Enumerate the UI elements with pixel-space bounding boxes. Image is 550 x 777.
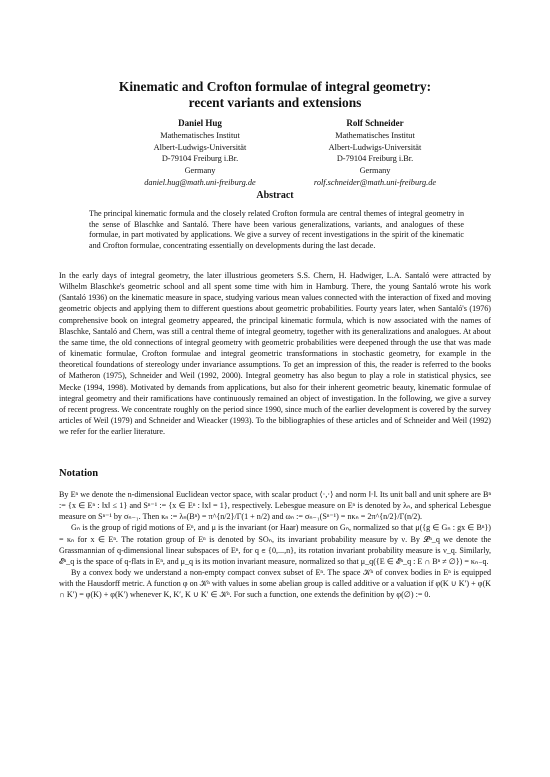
author-name: Rolf Schneider [346, 118, 404, 128]
title-line-1: Kinematic and Crofton formulae of integral geometry: [118, 79, 432, 94]
section-heading-notation: Notation [59, 468, 99, 479]
author-email: daniel.hug@math.uni-freiburg.de [144, 177, 256, 187]
author-university: Albert-Ludwigs-Universität [328, 142, 422, 152]
notation-paragraph-1: By Eⁿ we denote the n-dimensional Euclidean vector space, with scalar product ⟨·,·⟩ and norm ‖·‖. Its unit ball and unit sphere are Bⁿ := {x ∈ Eⁿ : ‖x‖ ≤ 1} and Sⁿ⁻¹ := {x ∈ Eⁿ : ‖x‖ = 1}, respectively. Lebesgue measure on Eⁿ is denoted by λₙ, and spherical Lebesgue measure on Sⁿ⁻¹ by σₙ₋₁. Then κₙ := λₙ(Bⁿ) = π^{n/2}/Γ(1 + n/2) and ωₙ := σₙ₋₁(Sⁿ⁻¹) = nκₙ = 2π^{n/2}/Γ(n/2). [59, 490, 491, 522]
title-line-2: recent variants and extensions [188, 95, 362, 110]
author-university: Albert-Ludwigs-Universität [153, 142, 247, 152]
notation-paragraph-3: By a convex body we understand a non-empty compact convex subset of Eⁿ. The space 𝒦ⁿ of convex bodies in Eⁿ is equipped with the Hausdorff metric. A function φ on 𝒦ⁿ with values in some abelian group is called additive or a valuation if φ(K ∪ K′) + φ(K ∩ K′) = φ(K) + φ(K′) whenever K, K′, K ∪ K′ ∈ 𝒦ⁿ. For such a function, one extends the definition by φ(∅) := 0. [59, 568, 491, 600]
notation-paragraph-2: Gₙ is the group of rigid motions of Eⁿ, and μ is the invariant (or Haar) measure on Gₙ, normalized so that μ({g ∈ Gₙ : gx ∈ Bⁿ}) = κₙ for x ∈ Eⁿ. The rotation group of Eⁿ is denoted by SOₙ, its invariant probability measure by ν. By 𝓛ⁿ_q we denote the Grassmannian of q-dimensional linear subspaces of Eⁿ, for q ∈ {0,...,n}, its rotation invariant probability measure is ν_q. Similarly, 𝓔ⁿ_q is the space of q-flats in Eⁿ, and μ_q is its motion invariant measure, normalized so that μ_q({E ∈ 𝓔ⁿ_q : E ∩ Bⁿ ≠ ∅}) = κₙ₋q. [59, 523, 491, 566]
abstract-text: The principal kinematic formula and the closely related Crofton formula are central themes of integral geometry in the sense of Blaschke and Santaló. There have been various generalizations, variants, and analogues of these formulae, in part motivated by applications. We give a survey of recent investigations in the spirit of the kinematic and Crofton formulae, concentrating essentially on developments during the last decade. [89, 209, 464, 250]
abstract-heading: Abstract [256, 190, 294, 201]
author-country: Germany [184, 166, 216, 176]
notation-section [59, 489, 491, 601]
author-email: rolf.schneider@math.uni-freiburg.de [313, 177, 437, 187]
author-name: Daniel Hug [178, 118, 222, 128]
introduction-paragraph: In the early days of integral geometry, the later illustrious geometers S.S. Chern, H. Hadwiger, L.A. Santaló were attracted by Wilhelm Blaschke's geometric school and all spent some time with him in Hamburg. There, the young Santaló wrote his work (Santaló 1936) on the kinematic measure in space, studying various mean values connected with the interaction of fixed and moving geometric objects and applying them to different questions about geometric probabilities. Fourty years later, when Santaló's (1976) comprehensive book on integral geometry appeared, the principal kinematic formula, which is now associated with the names of Blaschke, Santaló and Chern, was still a central theme of integral geometry, together with its generalizations and analogues. At about the same time, the old connections of integral geometry with geometric probabilities were deepened through the use that was made of kinematic formulae, Crofton formulae and integral geometric transformations in stochastic geometry, for example in the theoretical foundations of stereology under invariance assumptions. To get an impression of this, the reader is referred to the books of Matheron (1975), Schneider and Weil (1992, 2000). Integral geometry has also begun to play a role in statistical physics, see Mecke (1994, 1998). Motivated by demands from applications, but also for their inherent geometric beauty, kinematic formulae of integral geometry and their ramifications have continuously remained an object of investigation. In the following, we give a survey of recent progress. We concentrate roughly on the period since 1990, since much of the earlier development is covered by the survey articles of Weil (1979) and Schneider and Wieacker (1993). To the bibliographies of these articles and of Schneider and Weil (1992) we refer for the earlier literature. [59, 271, 491, 437]
author-institute: Mathematisches Institut [335, 130, 415, 140]
author-institute: Mathematisches Institut [160, 130, 240, 140]
author-city: D-79104 Freiburg i.Br. [336, 154, 414, 164]
author-country: Germany [359, 166, 391, 176]
paper-title [0, 79, 550, 111]
author-block-schneider [270, 118, 480, 189]
author-city: D-79104 Freiburg i.Br. [161, 154, 239, 164]
